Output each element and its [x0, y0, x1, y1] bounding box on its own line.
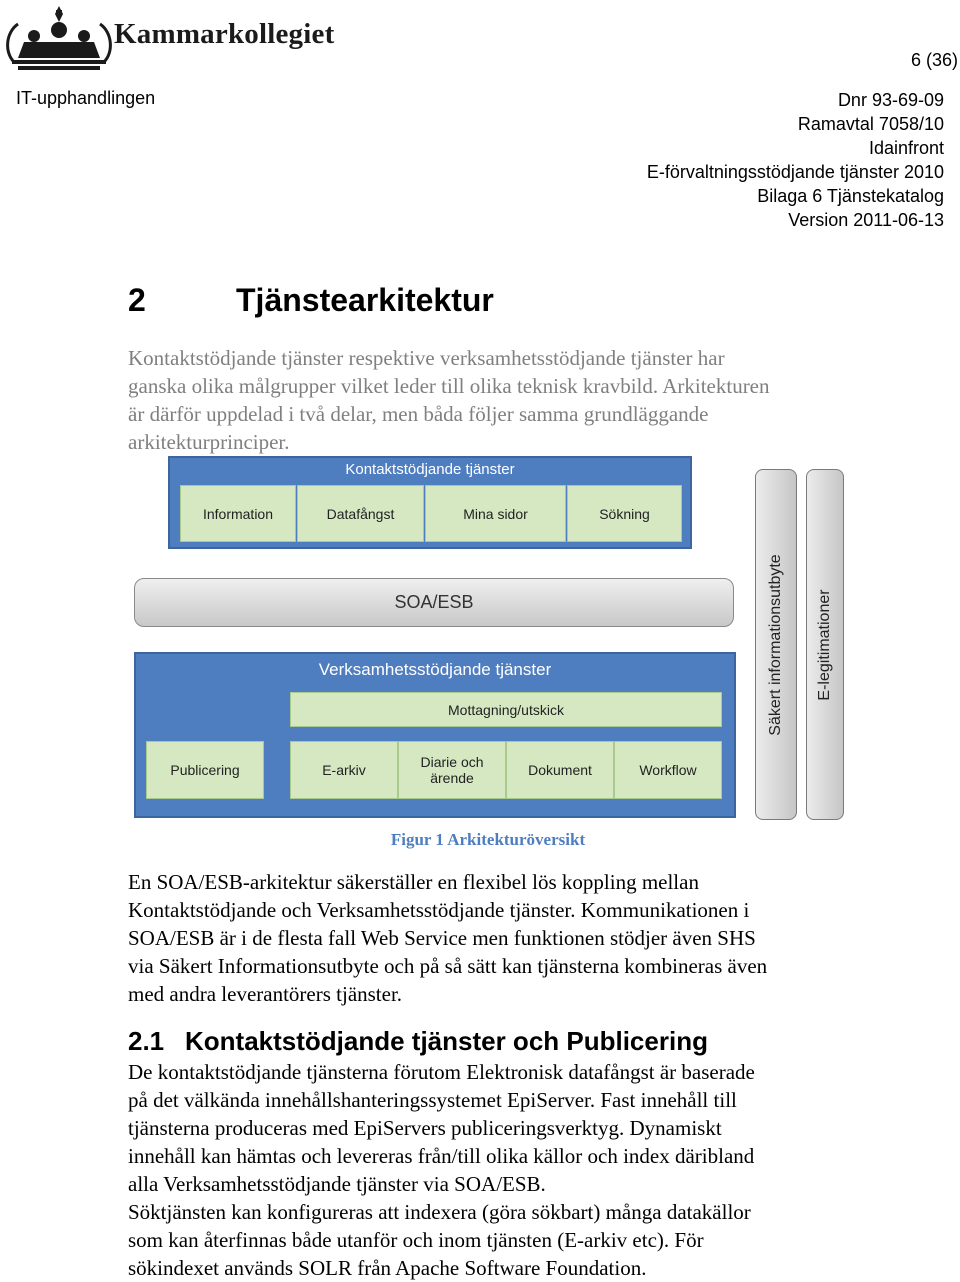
e-legitimationer-bar: [806, 469, 844, 820]
text-line: Kontaktstödjande och Verksamhetsstödjande tjänster. Kommunikationen i: [128, 898, 750, 922]
subsection-heading: [128, 1026, 708, 1057]
e-arkiv-cell: E-arkiv: [290, 741, 398, 799]
text-line: som kan återfinnas både utanför och inom tjänsten (E-arkiv etc). För: [128, 1228, 704, 1252]
kontaktstodjande-title: Kontaktstödjande tjänster: [345, 461, 515, 478]
logo-text: Kammarkollegiet: [114, 18, 335, 50]
meta-line: Version 2011-06-13: [788, 210, 944, 230]
meta-line: E-förvaltningsstödjande tjänster 2010: [646, 162, 944, 182]
text-line: med andra leverantörers tjänster.: [128, 982, 403, 1006]
soa-esb-bar: SOA/ESB: [134, 578, 734, 627]
meta-line: Bilaga 6 Tjänstekatalog: [757, 186, 944, 206]
sokning-cell: Sökning: [567, 485, 682, 542]
verksamhetsstodjande-title: Verksamhetsstödjande tjänster: [318, 660, 552, 679]
meta-line: Ramavtal 7058/10: [797, 114, 944, 134]
text-line: på det välkända innehållshanteringssystemet EpiServer. Fast innehåll till: [128, 1088, 737, 1112]
section-title: Tjänstearkitektur: [236, 282, 494, 318]
subsection-title: Kontaktstödjande tjänster och Publicering: [185, 1026, 708, 1056]
text-line: ganska olika målgrupper vilket leder till olika teknisk kravbild. Arkitekturen: [128, 374, 770, 398]
meta-line: Idainfront: [868, 138, 944, 158]
kontakt-paragraph: [128, 1058, 888, 1282]
workflow-cell: Workflow: [614, 741, 722, 799]
figure-caption: Figur 1 Arkitekturöversikt: [390, 830, 586, 849]
e-legitimationer-label: E-legitimationer: [816, 588, 833, 701]
text-line: Söktjänsten kan konfigureras att indexera (göra sökbart) många datakällor: [128, 1200, 751, 1224]
text-line: En SOA/ESB-arkitektur säkerställer en flexibel lös koppling mellan: [128, 870, 699, 894]
header-left-label: IT-upphandlingen: [16, 88, 156, 108]
section-heading: [128, 282, 494, 319]
publicering-cell: Publicering: [146, 741, 264, 799]
text-line: innehåll kan hämtas och levereras från/till olika källor och index däribland: [128, 1144, 755, 1168]
subsection-number: 2.1: [128, 1026, 165, 1056]
header-meta: [647, 88, 944, 232]
diarie-och-arende-cell: Diarie och ärende: [398, 741, 506, 799]
section-number: 2: [128, 282, 146, 318]
text-line: sökindexet används SOLR från Apache Software Foundation.: [128, 1256, 647, 1280]
soa-paragraph: [128, 868, 888, 1008]
text-line: arkitekturprinciper.: [128, 430, 290, 454]
meta-line: Dnr 93-69-09: [837, 90, 944, 110]
intro-paragraph: [128, 344, 868, 456]
mina-sidor-cell: Mina sidor: [425, 485, 566, 542]
sakert-informationsutbyte-bar: [755, 469, 797, 820]
sakert-informationsutbyte-label: Säkert informationsutbyte: [767, 553, 784, 736]
datafangst-cell: Datafångst: [297, 485, 424, 542]
text-line: De kontaktstödjande tjänsterna förutom Elektronisk datafångst är baserade: [128, 1060, 755, 1084]
text-line: är därför uppdelad i två delar, men båda följer samma grundläggande: [128, 402, 709, 426]
text-line: SOA/ESB är i de flesta fall Web Service men funktionen stödjer även SHS: [128, 926, 756, 950]
text-line: via Säkert Informationsutbyte och på så sätt kan tjänsterna kombineras även: [128, 954, 768, 978]
text-line: Kontaktstödjande tjänster respektive verksamhetsstödjande tjänster har: [128, 346, 725, 370]
information-cell: Information: [180, 485, 296, 542]
mottagning-cell: Mottagning/utskick: [290, 692, 722, 727]
crown-crest-icon: [4, 2, 114, 74]
dokument-cell: Dokument: [506, 741, 614, 799]
page-number: 6 (36): [910, 50, 958, 70]
text-line: alla Verksamhetsstödjande tjänster via SOA/ESB.: [128, 1172, 546, 1196]
text-line: tjänsterna produceras med EpiServers publiceringsverktyg. Dynamiskt: [128, 1116, 722, 1140]
